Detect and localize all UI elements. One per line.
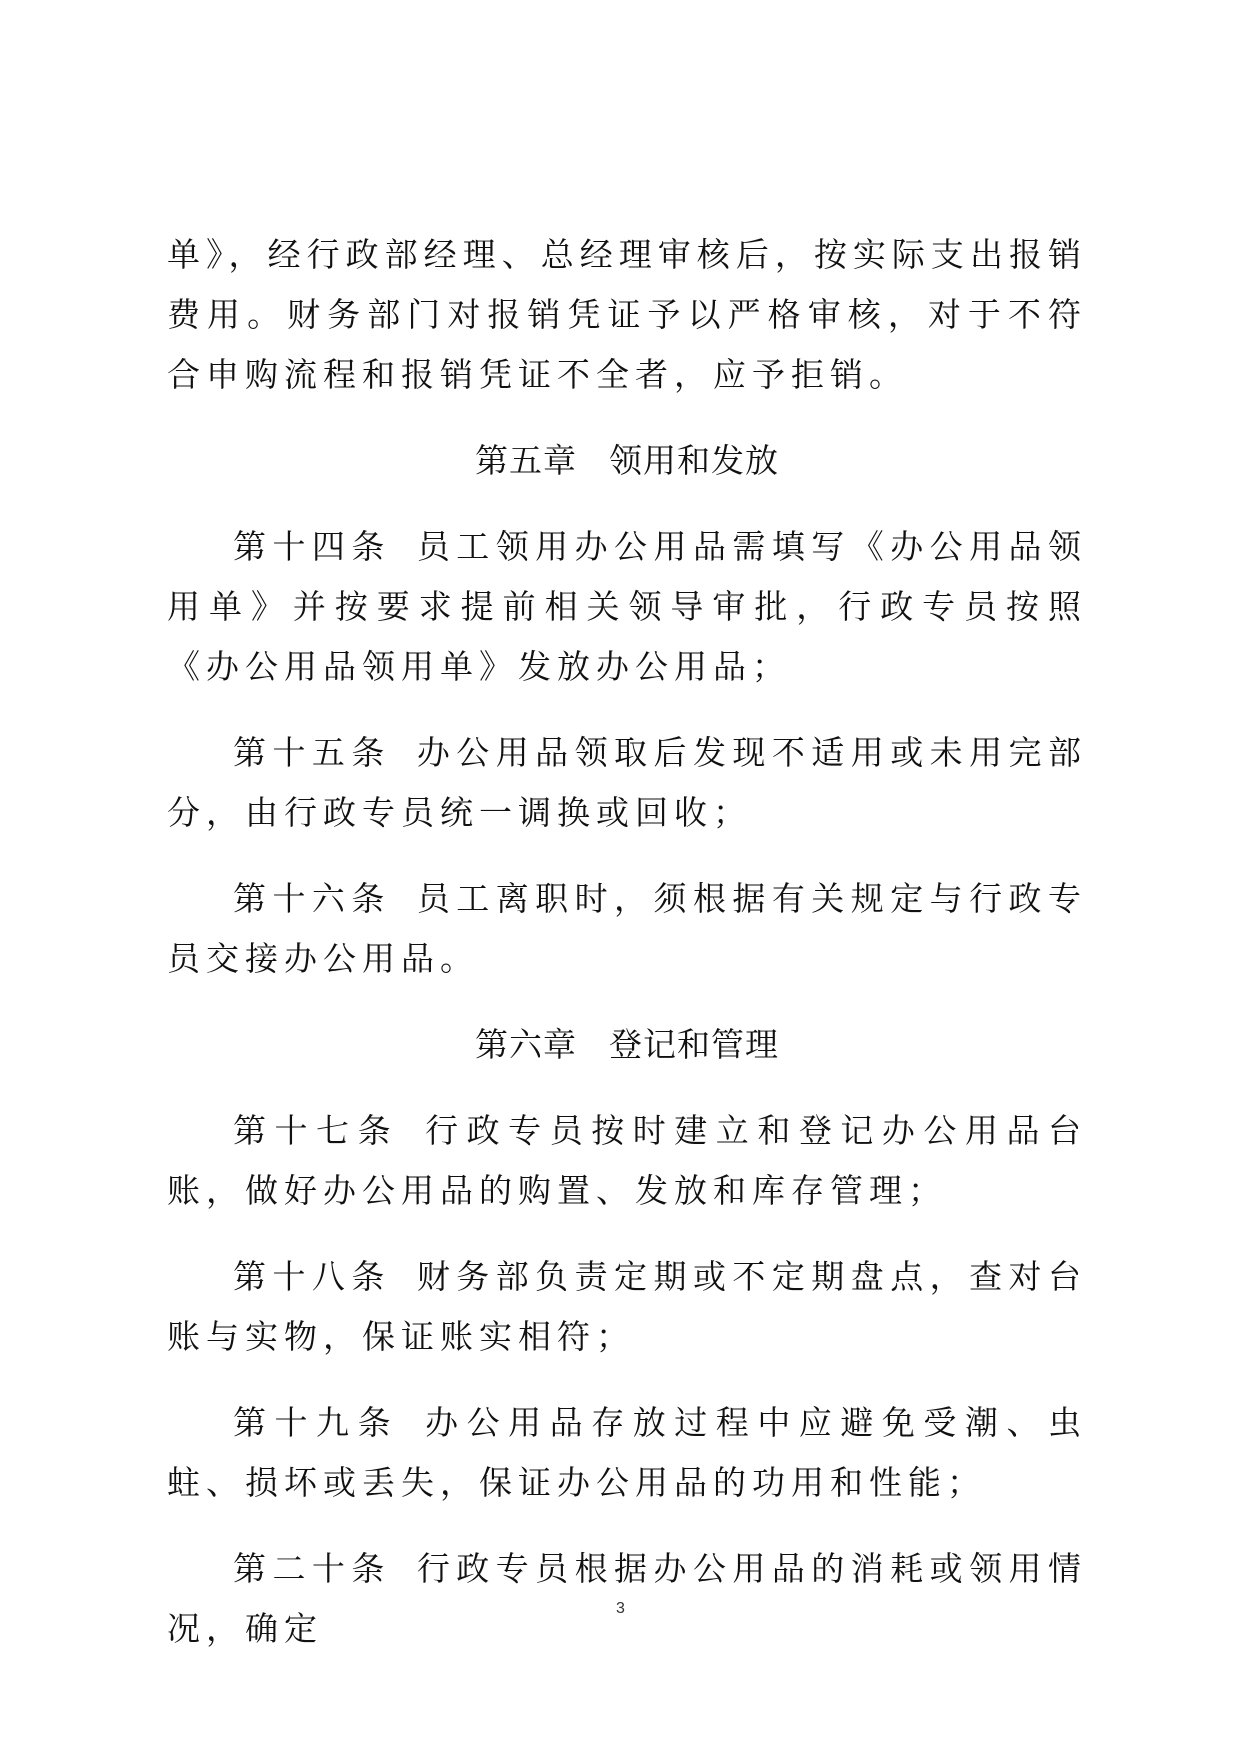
- paragraph-continuation: [167, 225, 1087, 405]
- article-14: [167, 517, 1087, 697]
- article-20: [167, 1539, 1087, 1659]
- page-number: 3: [616, 1600, 625, 1617]
- article-text: 办公用品领取后发现不适用或未用完部分，由行政专员统一调换或回收；: [167, 733, 1088, 832]
- article-number: 第十九条: [233, 1403, 400, 1442]
- chapter-title: 登记和管理: [609, 1025, 779, 1064]
- page-content: [167, 225, 1087, 1685]
- article-17: [167, 1101, 1087, 1221]
- chapter-heading-5: [167, 431, 1087, 491]
- article-16: [167, 869, 1087, 989]
- chapter-number: 第六章: [475, 1025, 577, 1064]
- article-number: 第十四条: [233, 527, 391, 566]
- article-number: 第二十条: [233, 1549, 391, 1588]
- article-text: 财务部负责定期或不定期盘点，查对台账与实物，保证账实相符；: [167, 1257, 1088, 1356]
- article-text: 行政专员按时建立和登记办公用品台账，做好办公用品的购置、发放和库存管理；: [167, 1111, 1088, 1210]
- article-number: 第十六条: [233, 879, 391, 918]
- chapter-title: 领用和发放: [609, 441, 779, 480]
- paragraph-text: 单》，经行政部经理、总经理审核后，按实际支出报销费用。财务部门对报销凭证予以严格审核，对于不符合申购流程和报销凭证不全者，应予拒销。: [167, 235, 1087, 394]
- article-18: [167, 1247, 1087, 1367]
- article-number: 第十五条: [233, 733, 391, 772]
- article-number: 第十七条: [233, 1111, 400, 1150]
- article-19: [167, 1393, 1087, 1513]
- article-text: 员工离职时，须根据有关规定与行政专员交接办公用品。: [167, 879, 1088, 978]
- article-15: [167, 723, 1087, 843]
- article-number: 第十八条: [233, 1257, 391, 1296]
- article-text: 办公用品存放过程中应避免受潮、虫蛀、损坏或丢失，保证办公用品的功用和性能；: [167, 1403, 1088, 1502]
- article-text: 行政专员根据办公用品的消耗或领用情况，确定: [167, 1549, 1088, 1648]
- chapter-number: 第五章: [475, 441, 577, 480]
- chapter-heading-6: [167, 1015, 1087, 1075]
- article-text: 员工领用办公用品需填写《办公用品领用单》并按要求提前相关领导审批，行政专员按照《办公用品领用单》发放办公用品；: [167, 527, 1088, 686]
